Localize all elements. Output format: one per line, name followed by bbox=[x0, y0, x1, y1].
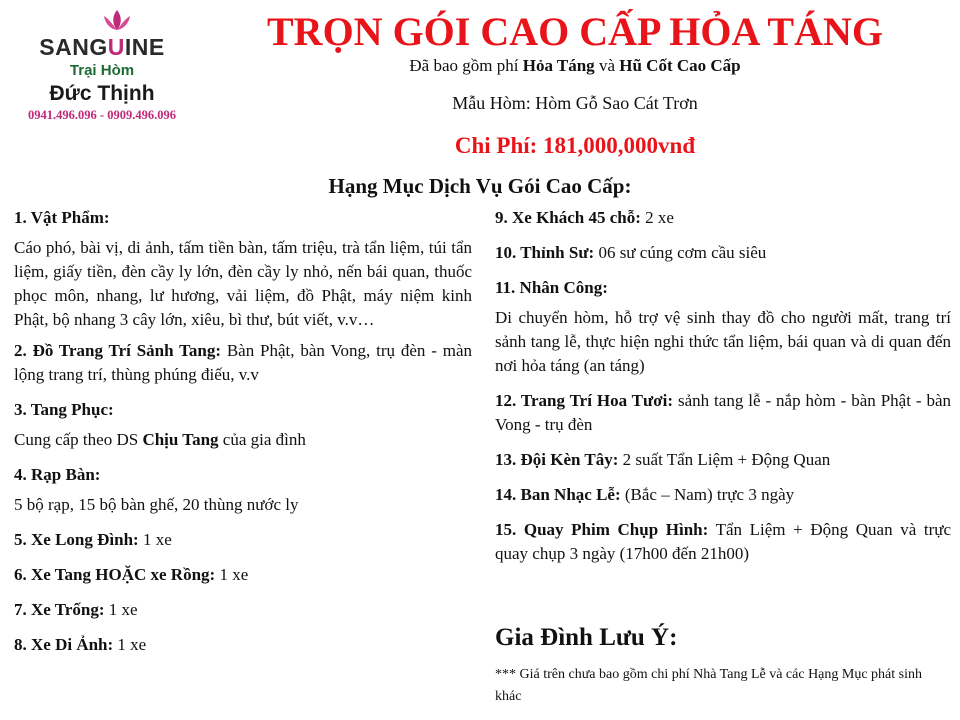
list-item: 9. Xe Khách 45 chỗ: 2 xe bbox=[495, 208, 674, 227]
list-item: 2. Đồ Trang Trí Sảnh Tang: Bàn Phật, bàn Vong, trụ đèn - màn lộng trang trí, thùng phúng điếu, v.v bbox=[14, 341, 472, 384]
page-title: TRỌN GÓI CAO CẤP HỎA TÁNG bbox=[267, 9, 883, 54]
service-list-right bbox=[495, 206, 951, 566]
list-item: 15. Quay Phim Chụp Hình: Tẩn Liệm + Động Quan và trực quay chụp 3 ngày (17h00 đến 21h00) bbox=[495, 520, 952, 563]
list-item: 3. Tang Phục: Cung cấp theo DS Chịu Tang của gia đình bbox=[14, 400, 306, 449]
lotus-icon bbox=[100, 8, 134, 32]
list-item: 12. Trang Trí Hoa Tươi: sảnh tang lễ - nắp hòm - bàn Phật - bàn Vong - trụ đèn bbox=[495, 391, 952, 434]
list-item: 7. Xe Trống: 1 xe bbox=[14, 600, 138, 619]
section-heading: Hạng Mục Dịch Vụ Gói Cao Cấp: bbox=[328, 174, 632, 198]
list-item: 1. Vật Phẩm: Cáo phó, bài vị, di ảnh, tấm tiền bàn, tấm triệu, trà tẩn liệm, túi tẩn liệm, giấy tiền, đèn cầy ly lớn, đèn cầy ly nhỏ, nến bái quan, thuốc phọc môn, nhang, lư hương, vải liệm, đồ Phật, máy niệm kinh Phật, bộ nhang 3 cây lớn, xiêu, bì thư, bút viết, v.v… bbox=[14, 208, 472, 329]
brand-logo bbox=[8, 8, 196, 128]
logo-phone: 0941.496.096 - 0909.496.096 bbox=[28, 108, 176, 122]
logo-name: Đức Thịnh bbox=[49, 82, 155, 105]
note-heading: Gia Đình Lưu Ý: bbox=[495, 624, 678, 651]
list-item: 10. Thỉnh Sư: 06 sư cúng cơm cầu siêu bbox=[495, 243, 767, 262]
note-text: *** Giá trên chưa bao gồm chi phí Nhà Tang Lễ và các Hạng Mục phát sinh khác bbox=[495, 667, 922, 704]
list-item: 5. Xe Long Đình: 1 xe bbox=[14, 530, 172, 549]
logo-subtitle: Trại Hòm bbox=[69, 62, 135, 79]
package-price: Chi Phí: 181,000,000vnđ bbox=[454, 133, 696, 158]
coffin-model: Mẫu Hòm: Hòm Gỗ Sao Cát Trơn bbox=[452, 93, 698, 113]
list-item: 11. Nhân Công: Di chuyển hòm, hỗ trợ vệ sinh thay đồ cho người mất, trang trí sảnh tang lễ, thực hiện nghi thức tẩn liệm, bái quan và di quan đến nơi hỏa táng (an táng) bbox=[495, 278, 951, 375]
page-subtitle: Đã bao gồm phí Hỏa Táng và Hũ Cốt Cao Cấp bbox=[409, 56, 741, 75]
list-item: 8. Xe Di Ảnh: 1 xe bbox=[14, 635, 147, 654]
list-item: 13. Đội Kèn Tây: 2 suất Tẩn Liệm + Động Quan bbox=[495, 450, 831, 469]
list-item: 4. Rạp Bàn: 5 bộ rạp, 15 bộ bàn ghế, 20 thùng nước ly bbox=[14, 465, 299, 514]
list-item: 6. Xe Tang HOẶC xe Rồng: 1 xe bbox=[14, 565, 249, 584]
service-list-left bbox=[14, 206, 472, 657]
logo-brand: SANGUINE bbox=[39, 34, 165, 60]
list-item: 14. Ban Nhạc Lễ: (Bắc – Nam) trực 3 ngày bbox=[495, 485, 795, 504]
